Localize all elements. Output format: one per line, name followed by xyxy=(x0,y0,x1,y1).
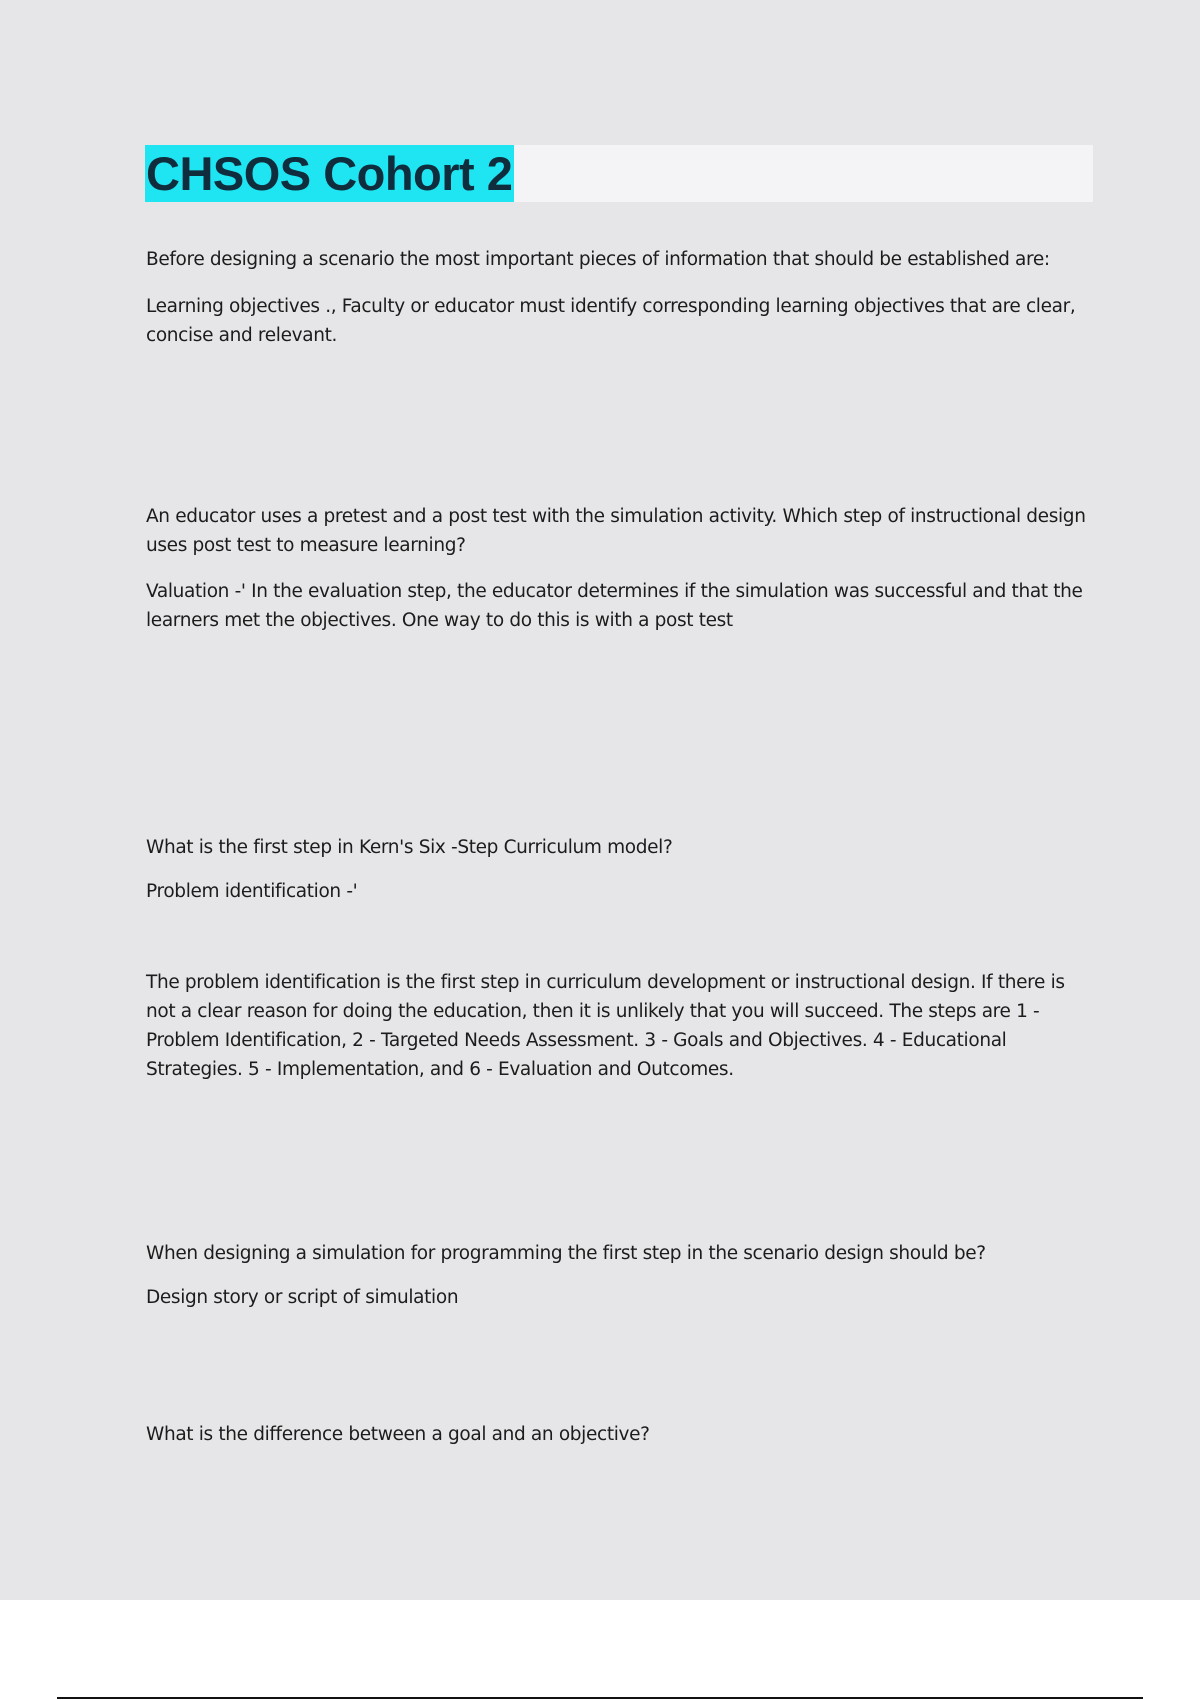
explanation-3: The problem identification is the first step in curriculum development or instructional design. If there is not a clear reason for doing the education, then it is unlikely that you will succeed. The steps are 1 - Problem Identification, 2 - Targeted Needs Assessment. 3 - Goals and Objectives. 4 - Educational Strategies. 5 - Implementation, and 6 - Evaluation and Outcomes. xyxy=(146,972,1065,1080)
answer-3: Problem identification -' xyxy=(146,881,358,902)
question-4: When designing a simulation for programming the first step in the scenario design should be? xyxy=(146,1243,986,1264)
answer-4: Design story or script of simulation xyxy=(146,1287,459,1308)
document-title: CHSOS Cohort 2 xyxy=(146,147,513,200)
question-2: An educator uses a pretest and a post test with the simulation activity. Which step of instructional design uses post test to measure learning? xyxy=(146,506,1086,556)
question-5: What is the difference between a goal and an objective? xyxy=(146,1424,650,1445)
question-3: What is the first step in Kern's Six -Step Curriculum model? xyxy=(146,837,673,858)
footer-divider xyxy=(57,1697,1143,1699)
answer-2: Valuation -' In the evaluation step, the educator determines if the simulation was successful and that the learners met the objectives. One way to do this is with a post test xyxy=(146,581,1083,631)
question-1: Before designing a scenario the most important pieces of information that should be established are: xyxy=(146,249,1050,270)
answer-1: Learning objectives ., Faculty or educator must identify corresponding learning objectives that are clear, concise and relevant. xyxy=(146,296,1076,346)
